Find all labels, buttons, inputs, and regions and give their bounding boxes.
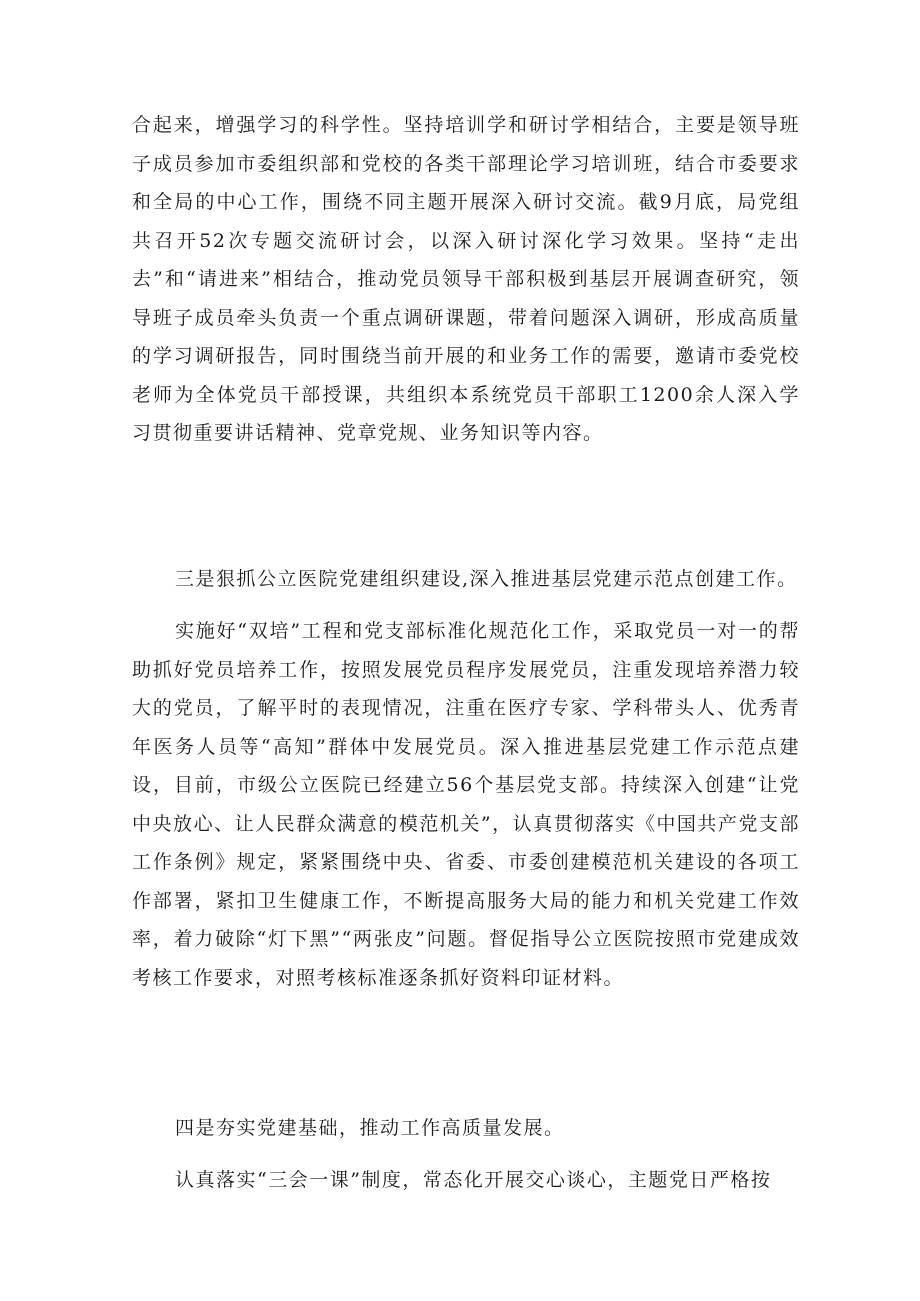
- paragraph-study-methods: 合起来，增强学习的科学性。坚持培训学和研讨学相结合，主要是领导班子成员参加市委组织部和党校的各类干部理论学习培训班，结合市委要求和全局的中心工作，围绕不同主题开展深入研讨交流。截9月底，局党组共召开52次专题交流研讨会，以深入研讨深化学习效果。坚持“走出去”和“请进来”相结合，推动党员领导干部积极到基层开展调查研究，领导班子成员牵头负责一个重点调研课题，带着问题深入调研，形成高质量的学习调研报告，同时围绕当前开展的和业务工作的需要，邀请市委党校老师为全体党员干部授课，共组织本系统党员干部职工1200余人深入学习贯彻重要讲话精神、党章党规、业务知识等内容。: [132, 114, 800, 444]
- paragraph-heading-point-three: 三是狠抓公立医院党建组织建设,深入推进基层党建示范点创建工作。: [175, 568, 798, 590]
- paragraph-party-building-work: 实施好“双培”工程和党支部标准化规范化工作，采取党员一对一的帮助抓好党员培养工作，按照发展党员程序发展党员，注重发现培养潜力较大的党员，了解平时的表现情况，注重在医疗专家、学科带头人、优秀青年医务人员等“高知”群体中发展党员。深入推进基层党建工作示范点建设，目前，市级公立医院已经建立56个基层党支部。持续深入创建“让党中央放心、让人民群众满意的模范机关”，认真贯彻落实《中国共产党支部工作条例》规定，紧紧围绕中央、省委、市委创建模范机关建设的各项工作部署，紧扣卫生健康工作，不断提高服务大局的能力和机关党建工作效率，着力破除“灯下黑”“两张皮”问题。督促指导公立医院按照市党建成效考核工作要求，对照考核标准逐条抓好资料印证材料。: [132, 620, 800, 989]
- paragraph-heading-point-four: 四是夯实党建基础，推动工作高质量发展。: [175, 1117, 565, 1139]
- paragraph-three-meetings: 认真落实“三会一课”制度，常态化开展交心谈心，主题党日严格按: [175, 1169, 772, 1191]
